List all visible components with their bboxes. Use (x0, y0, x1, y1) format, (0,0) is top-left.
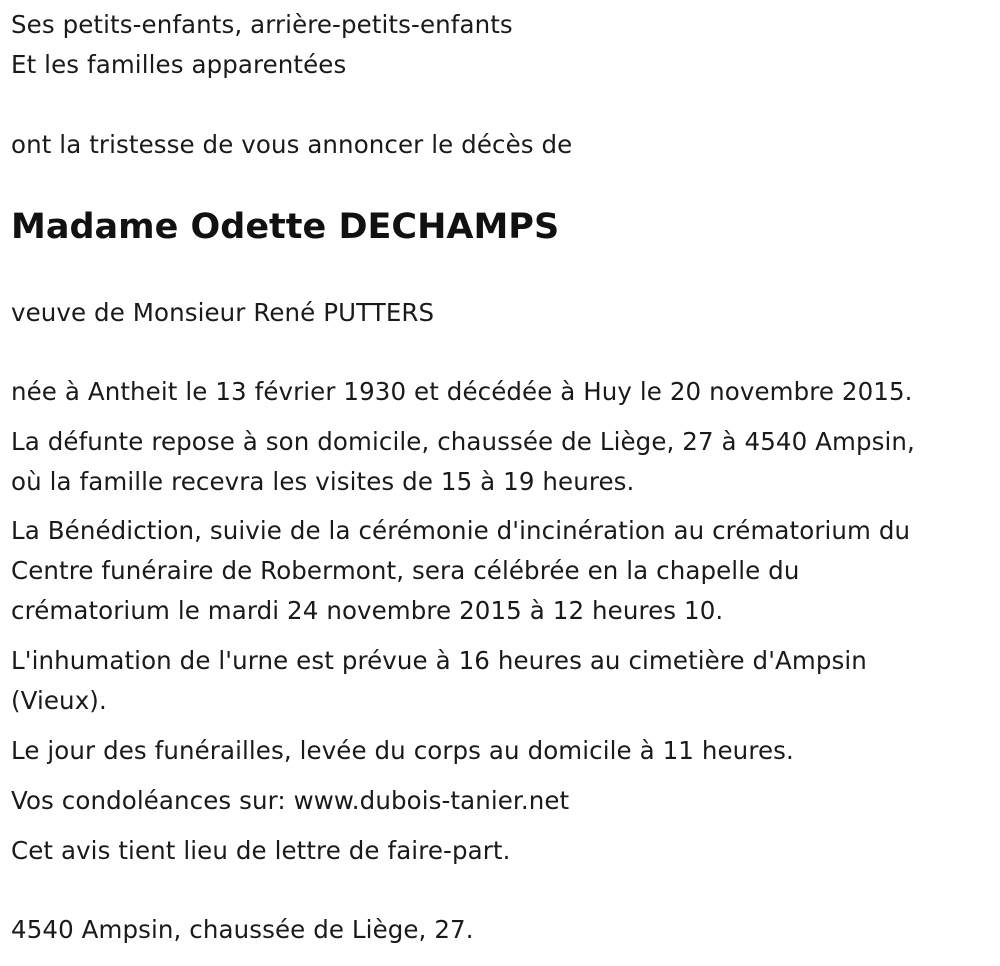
repose-line-1: La défunte repose à son domicile, chaussée de Liège, 27 à 4540 Ampsin, (11, 427, 915, 456)
repose-line-2: où la famille recevra les visites de 15 à 19 heures. (11, 467, 635, 496)
burial-line-1: L'inhumation de l'urne est prévue à 16 heures au cimetière d'Ampsin (11, 646, 867, 675)
notice-line: Cet avis tient lieu de lettre de faire-part. (11, 836, 511, 865)
announcement-intro: ont la tristesse de vous annoncer le décès de (11, 130, 573, 159)
ceremony-line-2: Centre funéraire de Robermont, sera célébrée en la chapelle du (11, 556, 800, 585)
widow-of: veuve de Monsieur René PUTTERS (11, 298, 435, 327)
family-line-2: Et les familles apparentées (11, 50, 347, 79)
family-line-1: Ses petits-enfants, arrière-petits-enfants (11, 10, 513, 39)
departure-info: Le jour des funérailles, levée du corps au domicile à 11 heures. (11, 736, 794, 765)
condolences-line: Vos condoléances sur: www.dubois-tanier.net (11, 786, 570, 815)
ceremony-line-1: La Bénédiction, suivie de la cérémonie d'incinération au crématorium du (11, 516, 911, 545)
address-line: 4540 Ampsin, chaussée de Liège, 27. (11, 915, 474, 944)
deceased-name: Madame Odette DECHAMPS (11, 207, 560, 247)
burial-line-2: (Vieux). (11, 686, 107, 715)
ceremony-line-3: crématorium le mardi 24 novembre 2015 à 12 heures 10. (11, 596, 724, 625)
birth-death-dates: née à Antheit le 13 février 1930 et décédée à Huy le 20 novembre 2015. (11, 377, 913, 406)
